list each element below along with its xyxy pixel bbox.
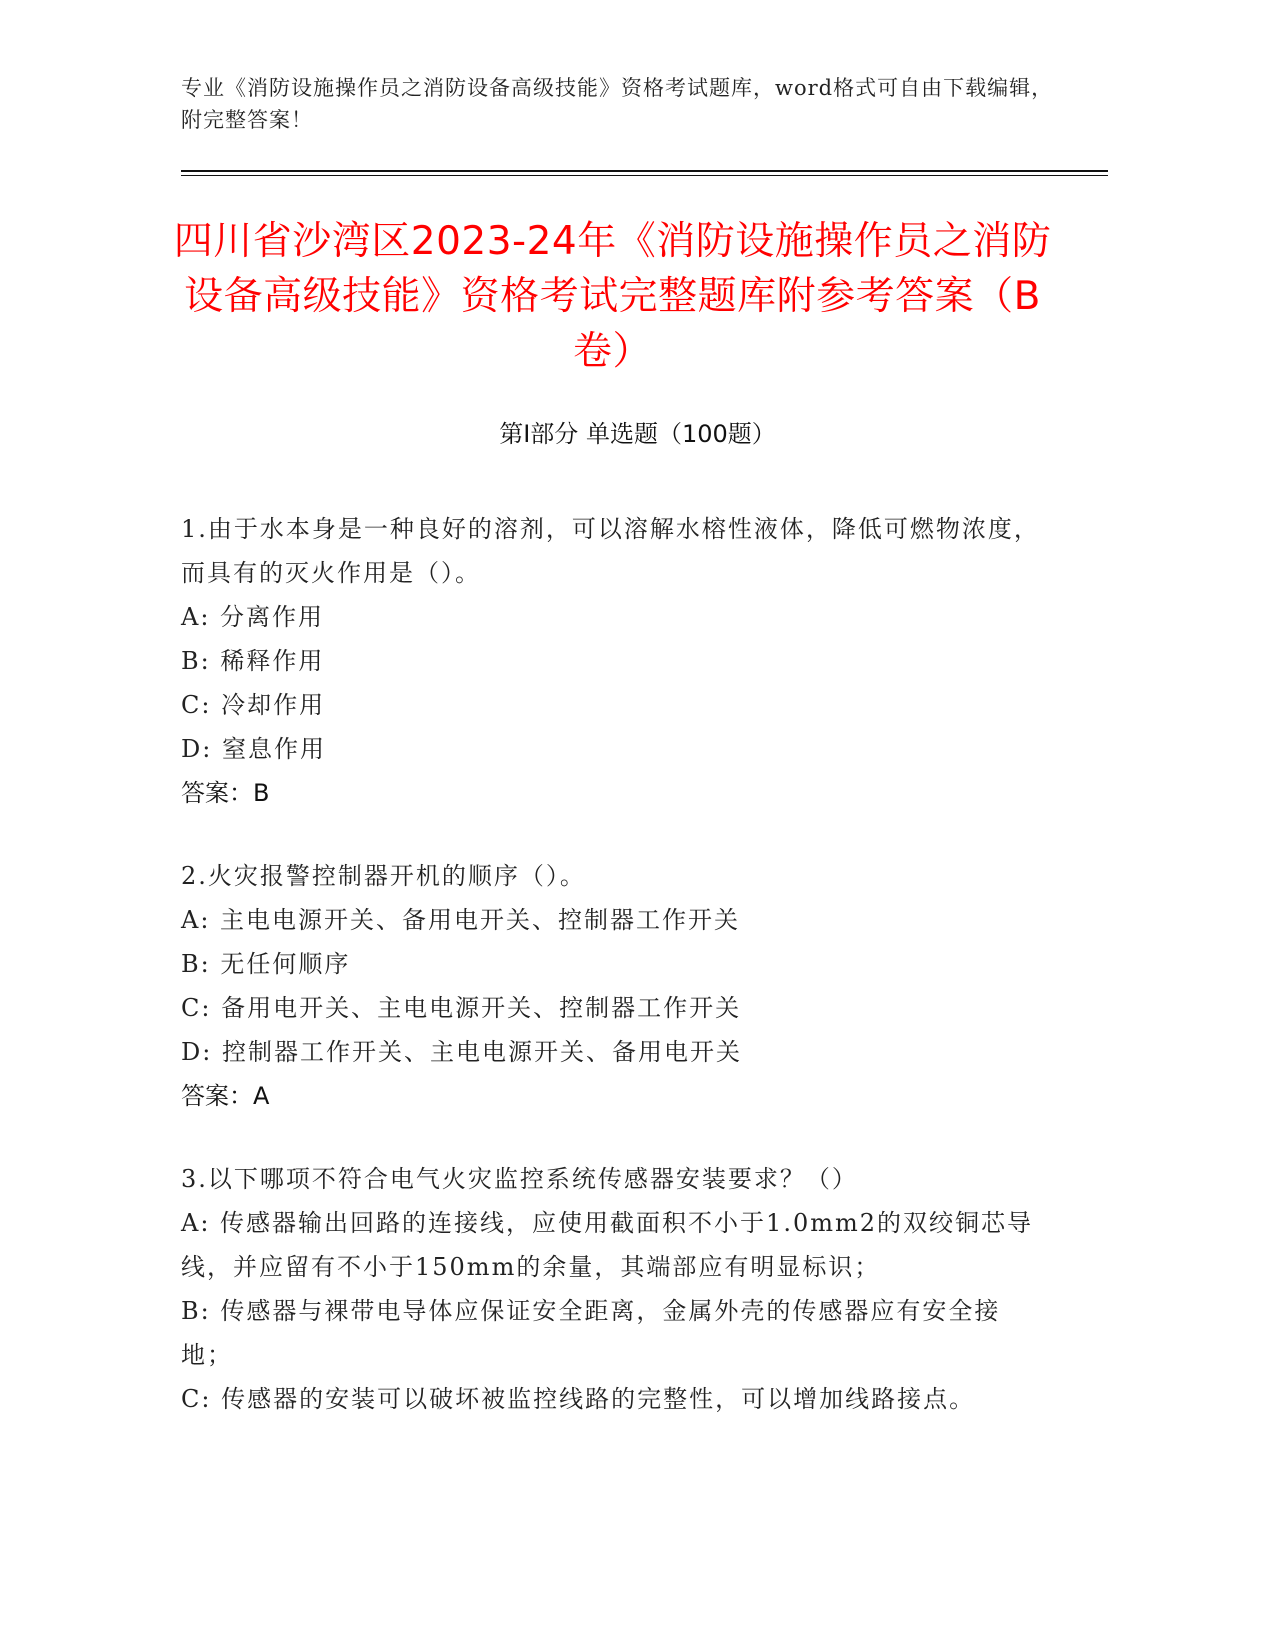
header-divider-thick bbox=[181, 170, 1108, 172]
document-title: 四川省沙湾区2023-24年《消防设施操作员之消防设备高级技能》资格考试完整题库附参考答案（B卷） bbox=[173, 219, 1052, 374]
option-c: C: 冷却作用 bbox=[181, 691, 326, 719]
header-note: 专业《消防设施操作员之消防设备高级技能》资格考试题库，word格式可自由下载编辑，附完整答案！ bbox=[181, 76, 1054, 132]
option-c: C: 备用电开关、主电电源开关、控制器工作开关 bbox=[181, 994, 742, 1022]
option-b: B: 稀释作用 bbox=[181, 647, 325, 675]
option-c: C: 传感器的安装可以破坏被监控线路的完整性，可以增加线路接点。 bbox=[181, 1385, 976, 1413]
section-title: 第Ⅰ部分 单选题（100题） bbox=[499, 420, 776, 448]
option-d: D: 控制器工作开关、主电电源开关、备用电开关 bbox=[181, 1038, 742, 1066]
option-a: A: 传感器输出回路的连接线，应使用截面积不小于1.0mm2的双绞铜芯导线，并应留有不小于150mm的余量，其端部应有明显标识； bbox=[181, 1209, 1033, 1281]
answer-line: 答案：B bbox=[181, 779, 270, 807]
option-d: D: 窒息作用 bbox=[181, 735, 326, 763]
question-stem: 3.以下哪项不符合电气火灾监控系统传感器安装要求？（） bbox=[181, 1165, 858, 1193]
question-stem: 1.由于水本身是一种良好的溶剂，可以溶解水榕性液体，降低可燃物浓度，而具有的灭火作用是（）。 bbox=[181, 515, 1040, 587]
answer-line: 答案：A bbox=[181, 1082, 270, 1110]
option-a: A: 主电电源开关、备用电开关、控制器工作开关 bbox=[181, 906, 741, 934]
option-b: B: 传感器与裸带电导体应保证安全距离，金属外壳的传感器应有安全接地； bbox=[181, 1297, 1001, 1369]
question-1 bbox=[181, 507, 1041, 815]
option-a: A: 分离作用 bbox=[181, 603, 325, 631]
header-divider-thin bbox=[181, 175, 1108, 176]
question-stem: 2.火灾报警控制器开机的顺序（）。 bbox=[181, 862, 586, 890]
question-3 bbox=[181, 1157, 1041, 1421]
question-list bbox=[181, 507, 1041, 1460]
option-b: B: 无任何顺序 bbox=[181, 950, 351, 978]
question-2 bbox=[181, 854, 1041, 1118]
